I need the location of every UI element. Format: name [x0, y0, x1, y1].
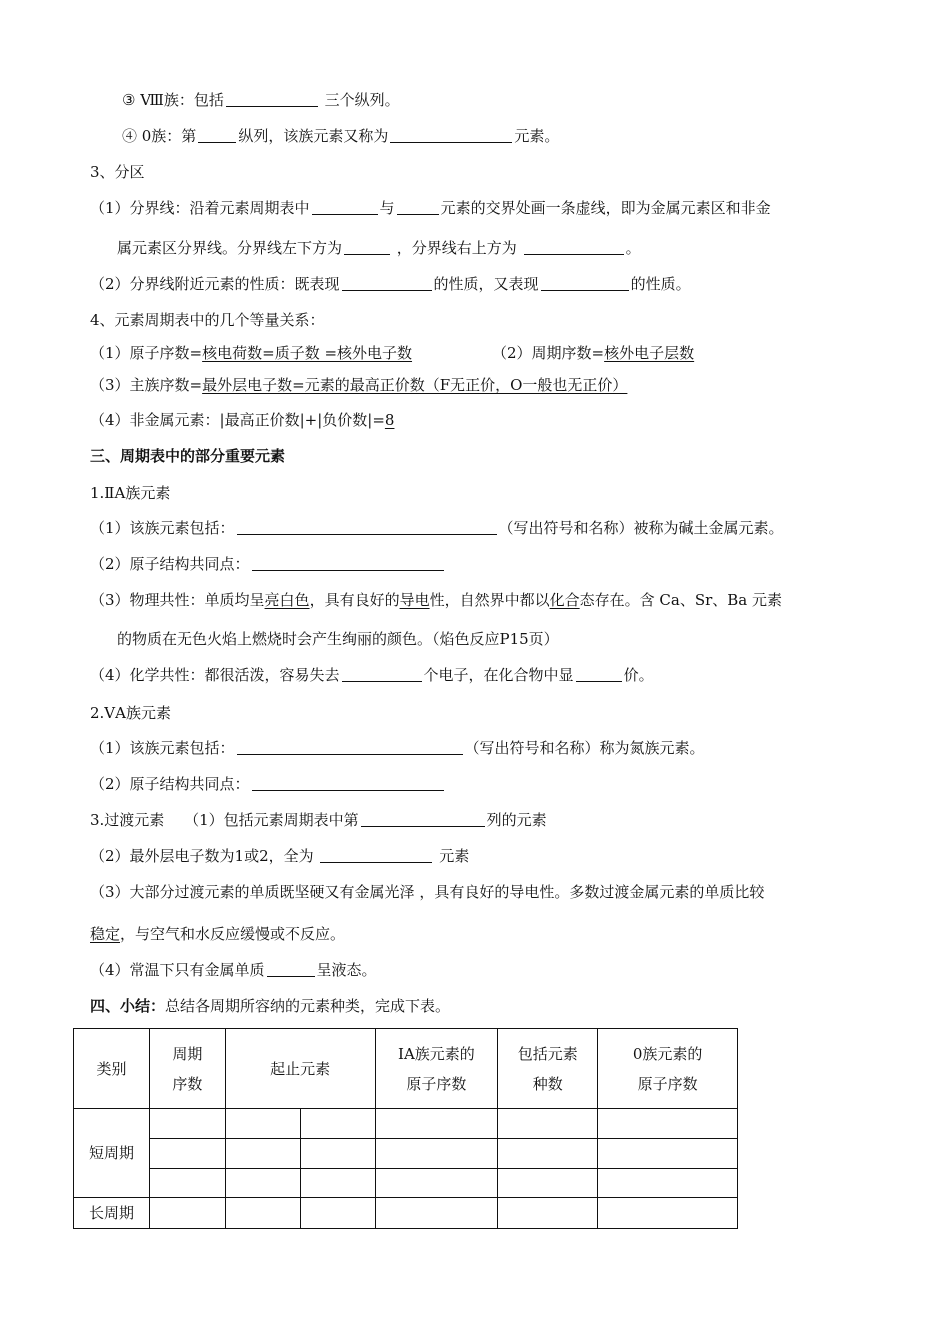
iia-structure-blank[interactable] — [252, 556, 444, 571]
boundary-line-1 — [90, 198, 771, 218]
boundary-blank-2[interactable] — [397, 200, 439, 215]
table-row — [74, 1169, 738, 1198]
table-cell[interactable] — [225, 1198, 300, 1229]
iia-electron-blank[interactable] — [342, 667, 422, 682]
va-title: 2.ⅤA族元素 — [90, 704, 171, 722]
group-8-text: ③ Ⅷ族：包括 — [122, 91, 224, 109]
group-8-blank[interactable] — [226, 92, 318, 107]
iia-chemical-line — [90, 665, 654, 685]
boundary-property-line — [90, 274, 691, 294]
table-cell[interactable] — [149, 1139, 225, 1169]
relation-3 — [90, 375, 627, 395]
table-cell[interactable] — [375, 1198, 498, 1229]
row-short-period: 短周期 — [74, 1109, 150, 1198]
boundary-text: （1）分界线：沿着元素周期表中 — [90, 199, 310, 217]
summary-line — [90, 996, 450, 1016]
header-period-l1: 周期 — [172, 1044, 203, 1063]
summary-text: 总结各周期所容纳的元素种类，完成下表。 — [165, 997, 451, 1015]
group-8-line — [122, 90, 400, 110]
table-cell[interactable] — [375, 1169, 498, 1198]
boundary-blank-1[interactable] — [312, 200, 378, 215]
table-row — [74, 1109, 738, 1139]
transition-line-3b — [90, 924, 345, 944]
relation-3-value: 最外层电子数=元素的最高正价数（F无正价，O一般也无正价） — [202, 376, 628, 394]
transition-title: 3.过渡元素 （1）包括元素周期表中第 — [90, 811, 359, 829]
property-blank-1[interactable] — [342, 276, 432, 291]
property-text-mid: 的性质，又表现 — [433, 275, 539, 293]
table-cell[interactable] — [149, 1109, 225, 1139]
transition-line-4 — [90, 960, 377, 980]
relation-4 — [90, 410, 394, 430]
table-cell[interactable] — [225, 1109, 300, 1139]
property-blank-2[interactable] — [541, 276, 629, 291]
table-cell[interactable] — [498, 1109, 598, 1139]
boundary-left-blank[interactable] — [344, 240, 390, 255]
boundary-text-2-end: 。 — [625, 239, 641, 257]
liquid-metal-blank[interactable] — [267, 962, 315, 977]
header-count — [498, 1029, 598, 1109]
group-0-name-blank[interactable] — [390, 128, 512, 143]
iia-chemical-text: （4）化学共性：都很活泼，容易失去 — [90, 666, 340, 684]
transition-line-3: （3）大部分过渡元素的单质既坚硬又有金属光泽 ，具有良好的导电性。多数过渡金属元素的单质比较 — [90, 883, 765, 901]
group-0-column-blank[interactable] — [198, 128, 236, 143]
va-members-blank[interactable] — [237, 740, 463, 755]
iia-valence-blank[interactable] — [576, 667, 622, 682]
group-0-text-mid: 纵列，该族元素又称为 — [238, 127, 389, 145]
transition-text-4: （4）常温下只有金属单质 — [90, 961, 265, 979]
relation-4-value: 8 — [384, 411, 395, 429]
section-three-heading: 三、周期表中的部分重要元素 — [90, 447, 286, 465]
header-count-l2: 种数 — [532, 1074, 563, 1093]
relation-3-label: （3）主族序数= — [90, 376, 203, 394]
iia-members-label: （1）该族元素包括： — [90, 519, 235, 537]
iia-physical-state: 化合 — [549, 591, 580, 609]
transition-text-2: （2）最外层电子数为1或2，全为 — [90, 847, 314, 865]
property-text: （2）分界线附近元素的性质：既表现 — [90, 275, 340, 293]
relation-2-value: 核外电子层数 — [604, 344, 695, 362]
iia-members-blank[interactable] — [237, 520, 497, 535]
header-period-l2: 序数 — [172, 1074, 203, 1093]
va-structure-line — [90, 774, 446, 794]
table-cell[interactable] — [300, 1169, 375, 1198]
table-cell[interactable] — [498, 1139, 598, 1169]
va-members-text: （写出符号和名称）称为氮族元素。 — [464, 739, 705, 757]
table-cell[interactable] — [300, 1109, 375, 1139]
transition-text: 列的元素 — [486, 811, 547, 829]
iia-physical-text-d: 态存在。含 Ca、Sr、Ba 元素 — [579, 591, 782, 609]
header-count-l1: 包括元素 — [517, 1044, 578, 1063]
iia-structure-label: （2）原子结构共同点： — [90, 555, 250, 573]
header-category: 类别 — [74, 1029, 150, 1109]
table-cell[interactable] — [498, 1198, 598, 1229]
table-cell[interactable] — [149, 1169, 225, 1198]
iia-physical-color: 亮白色 — [264, 591, 310, 609]
transition-text-4-end: 呈液态。 — [316, 961, 377, 979]
va-members-label: （1）该族元素包括： — [90, 739, 235, 757]
iia-physical-text-b: ，具有良好的 — [309, 591, 400, 609]
transition-type-blank[interactable] — [320, 848, 432, 863]
transition-text-2-end: 元素 — [439, 847, 470, 865]
relation-2-label: （2）周期序数= — [492, 344, 605, 362]
iia-physical-text-a: （3）物理共性：单质均呈 — [90, 591, 265, 609]
iia-structure-line — [90, 554, 446, 574]
relation-4-label: （4）非金属元素：|最高正价数|+|负价数|= — [90, 411, 385, 429]
boundary-right-blank[interactable] — [524, 240, 624, 255]
boundary-text-2: 属元素区分界线。分界线左下方为 — [117, 239, 343, 257]
iia-members-line — [90, 518, 784, 538]
table-cell[interactable] — [149, 1198, 225, 1229]
table-cell[interactable] — [300, 1139, 375, 1169]
boundary-text-mid: 与 — [379, 199, 395, 217]
iia-physical-conduct: 导电 — [399, 591, 430, 609]
iia-title: 1.ⅡA族元素 — [90, 484, 171, 502]
iia-physical-line — [90, 590, 782, 610]
table-row — [74, 1198, 738, 1229]
table-header-row — [74, 1029, 738, 1109]
relation-1 — [90, 343, 412, 363]
boundary-text-end: 元素的交界处画一条虚线，即为金属元素区和非金 — [440, 199, 771, 217]
table-cell[interactable] — [498, 1169, 598, 1198]
transition-line-1 — [90, 810, 547, 830]
row-long-period: 长周期 — [74, 1198, 150, 1229]
table-cell[interactable] — [598, 1109, 738, 1139]
iia-chemical-text-end: 价。 — [623, 666, 654, 684]
header-zero — [598, 1029, 738, 1109]
va-structure-label: （2）原子结构共同点： — [90, 775, 250, 793]
group-8-text-end: 三个纵列。 — [324, 91, 400, 109]
header-period — [149, 1029, 225, 1109]
relation-1-value: 核电荷数=质子数 =核外电子数 — [202, 344, 413, 362]
group-0-line — [122, 126, 559, 146]
property-text-end: 的性质。 — [630, 275, 691, 293]
header-ia-l2: 原子序数 — [406, 1074, 467, 1093]
table-cell[interactable] — [598, 1139, 738, 1169]
transition-stable: 稳定 — [90, 925, 121, 943]
relation-1-label: （1）原子序数= — [90, 344, 203, 362]
transition-columns-blank[interactable] — [361, 812, 485, 827]
table-cell[interactable] — [598, 1198, 738, 1229]
header-ia-l1: ⅠA族元素的 — [398, 1044, 475, 1063]
va-structure-blank[interactable] — [252, 776, 444, 791]
table-cell[interactable] — [225, 1139, 300, 1169]
iia-members-text: （写出符号和名称）被称为碱土金属元素。 — [498, 519, 784, 537]
section-3-title: 3、分区 — [90, 163, 145, 181]
boundary-line-2 — [117, 238, 641, 258]
header-range: 起止元素 — [225, 1029, 375, 1109]
va-members-line — [90, 738, 705, 758]
group-0-text-end: 元素。 — [514, 127, 560, 145]
table-cell[interactable] — [598, 1169, 738, 1198]
transition-text-3b: ，与空气和水反应缓慢或不反应。 — [120, 925, 346, 943]
table-row — [74, 1139, 738, 1169]
iia-physical-text-c: 性，自然界中都以 — [429, 591, 550, 609]
table-cell[interactable] — [375, 1109, 498, 1139]
table-cell[interactable] — [375, 1139, 498, 1169]
header-zero-l2: 原子序数 — [637, 1074, 698, 1093]
header-ia — [375, 1029, 498, 1109]
group-0-text: ④ 0族：第 — [122, 127, 197, 145]
header-zero-l1: 0族元素的 — [632, 1044, 703, 1063]
relation-2 — [492, 343, 694, 363]
table-cell[interactable] — [300, 1198, 375, 1229]
transition-line-2 — [90, 846, 469, 866]
iia-chemical-text-mid: 个电子，在化合物中显 — [423, 666, 574, 684]
iia-physical-line-2: 的物质在无色火焰上燃烧时会产生绚丽的颜色。（焰色反应P15页） — [117, 630, 559, 648]
table-cell[interactable] — [225, 1169, 300, 1198]
summary-heading: 四、小结： — [90, 997, 166, 1015]
summary-table — [73, 1028, 738, 1229]
section-4-title: 4、元素周期表中的几个等量关系： — [90, 311, 325, 329]
boundary-text-2-mid: ，分界线右上方为 — [396, 239, 517, 257]
